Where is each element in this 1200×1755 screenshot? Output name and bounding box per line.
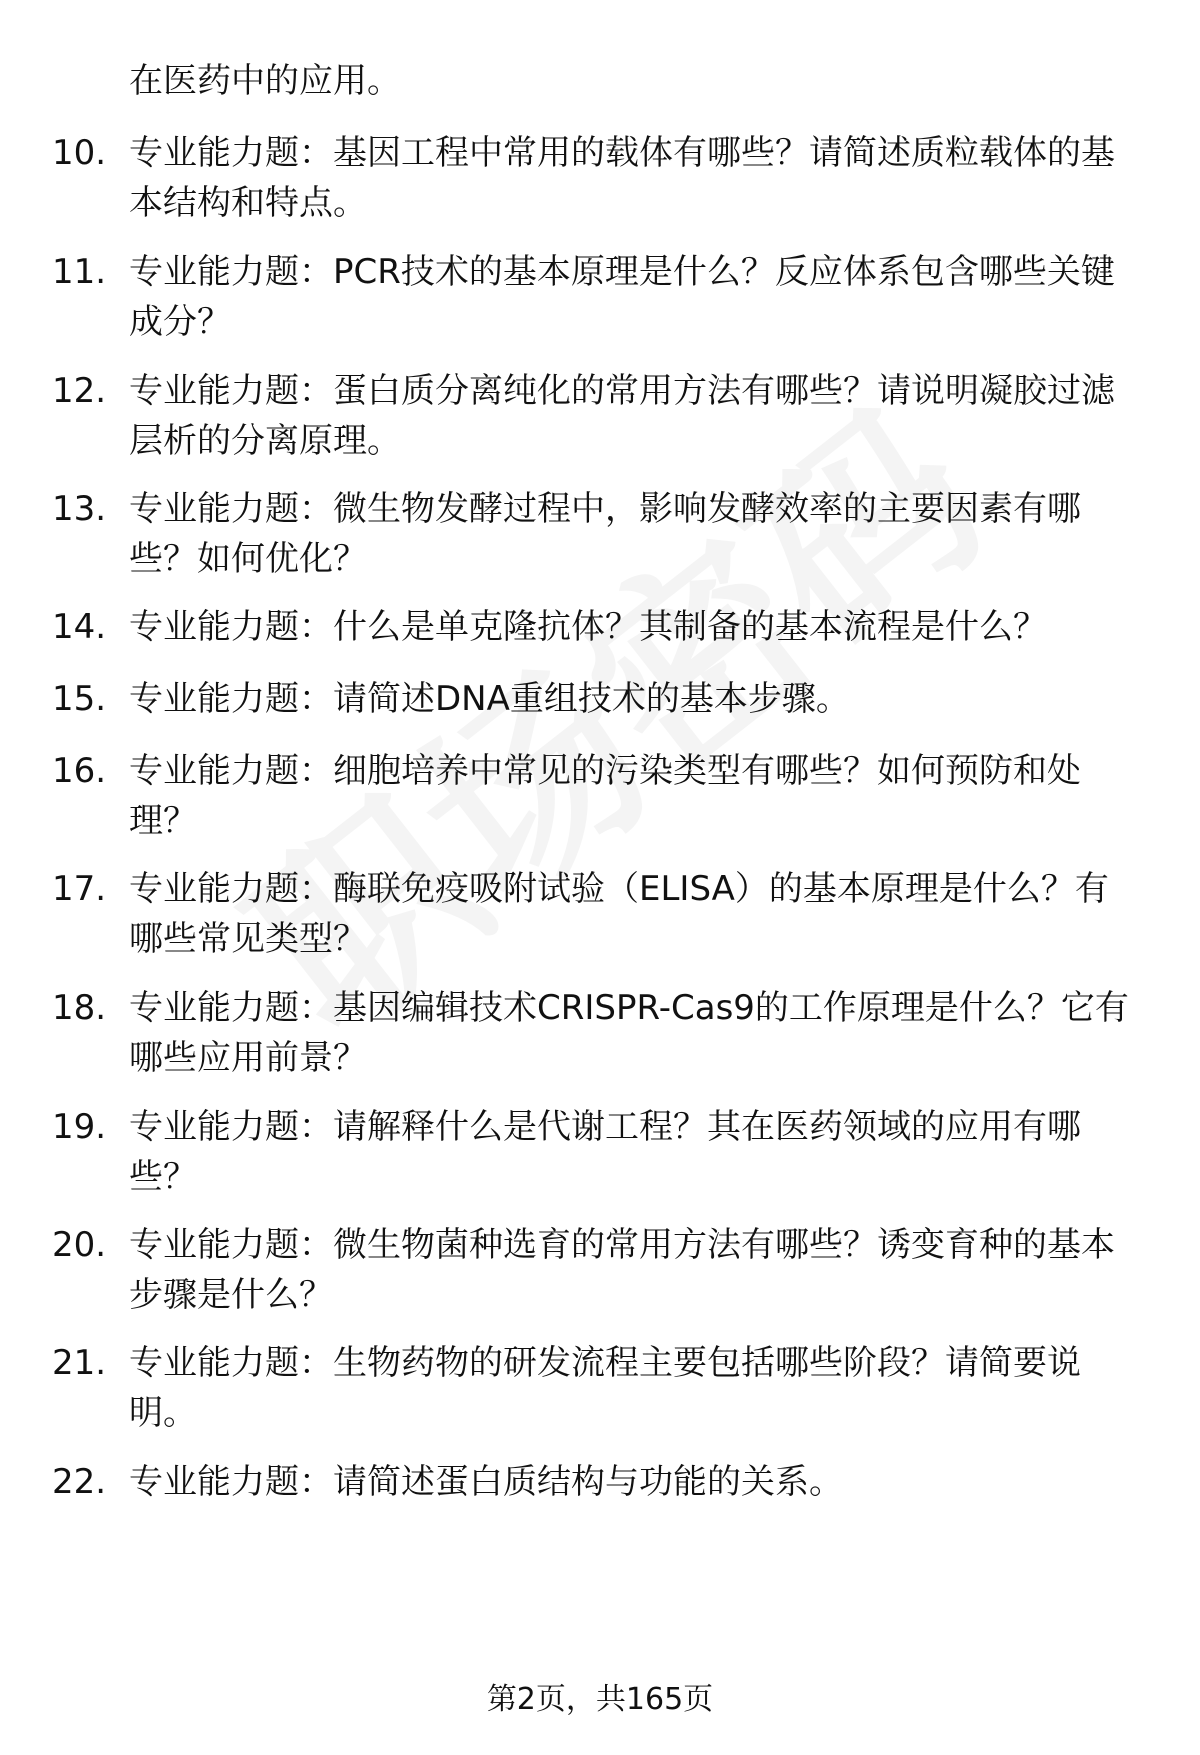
question-number: 10.: [52, 133, 107, 173]
question-text: 专业能力题：请简述蛋白质结构与功能的关系。: [129, 1462, 843, 1502]
question-number: 17.: [52, 869, 107, 909]
question-number: 19.: [52, 1107, 107, 1147]
question-number: 11.: [52, 252, 107, 292]
question-number: 14.: [52, 607, 107, 647]
question-text: 专业能力题：请简述DNA重组技术的基本步骤。: [129, 679, 850, 719]
page-footer: 第2页，共165页: [486, 1682, 714, 1717]
continuation-text: 在医药中的应用。: [129, 61, 401, 101]
question-text: 专业能力题：微生物发酵过程中，影响发酵效率的主要因素有哪些？如何优化？: [129, 489, 1081, 579]
question-text: 专业能力题：什么是单克隆抗体？其制备的基本流程是什么？: [129, 607, 1047, 647]
question-text: 专业能力题：基因编辑技术CRISPR-Cas9的工作原理是什么？它有哪些应用前景？: [129, 988, 1129, 1078]
question-number: 21.: [52, 1343, 107, 1383]
question-text: 专业能力题：细胞培养中常见的污染类型有哪些？如何预防和处理？: [129, 751, 1081, 841]
question-text: 专业能力题：请解释什么是代谢工程？其在医药领域的应用有哪些？: [129, 1107, 1081, 1197]
question-text: 专业能力题：生物药物的研发流程主要包括哪些阶段？请简要说明。: [129, 1343, 1081, 1433]
question-number: 13.: [52, 489, 107, 529]
question-text: 专业能力题：PCR技术的基本原理是什么？反应体系包含哪些关键成分？: [129, 252, 1115, 342]
question-number: 15.: [52, 679, 107, 719]
question-number: 20.: [52, 1225, 107, 1265]
question-text: 专业能力题：基因工程中常用的载体有哪些？请简述质粒载体的基本结构和特点。: [129, 133, 1115, 223]
question-text: 专业能力题：蛋白质分离纯化的常用方法有哪些？请说明凝胶过滤层析的分离原理。: [129, 371, 1115, 461]
question-number: 22.: [52, 1462, 107, 1502]
question-number: 16.: [52, 751, 107, 791]
question-number: 18.: [52, 988, 107, 1028]
question-text: 专业能力题：酶联免疫吸附试验（ELISA）的基本原理是什么？有哪些常见类型？: [129, 869, 1109, 959]
question-text: 专业能力题：微生物菌种选育的常用方法有哪些？诱变育种的基本步骤是什么？: [129, 1225, 1115, 1315]
question-number: 12.: [52, 371, 107, 411]
